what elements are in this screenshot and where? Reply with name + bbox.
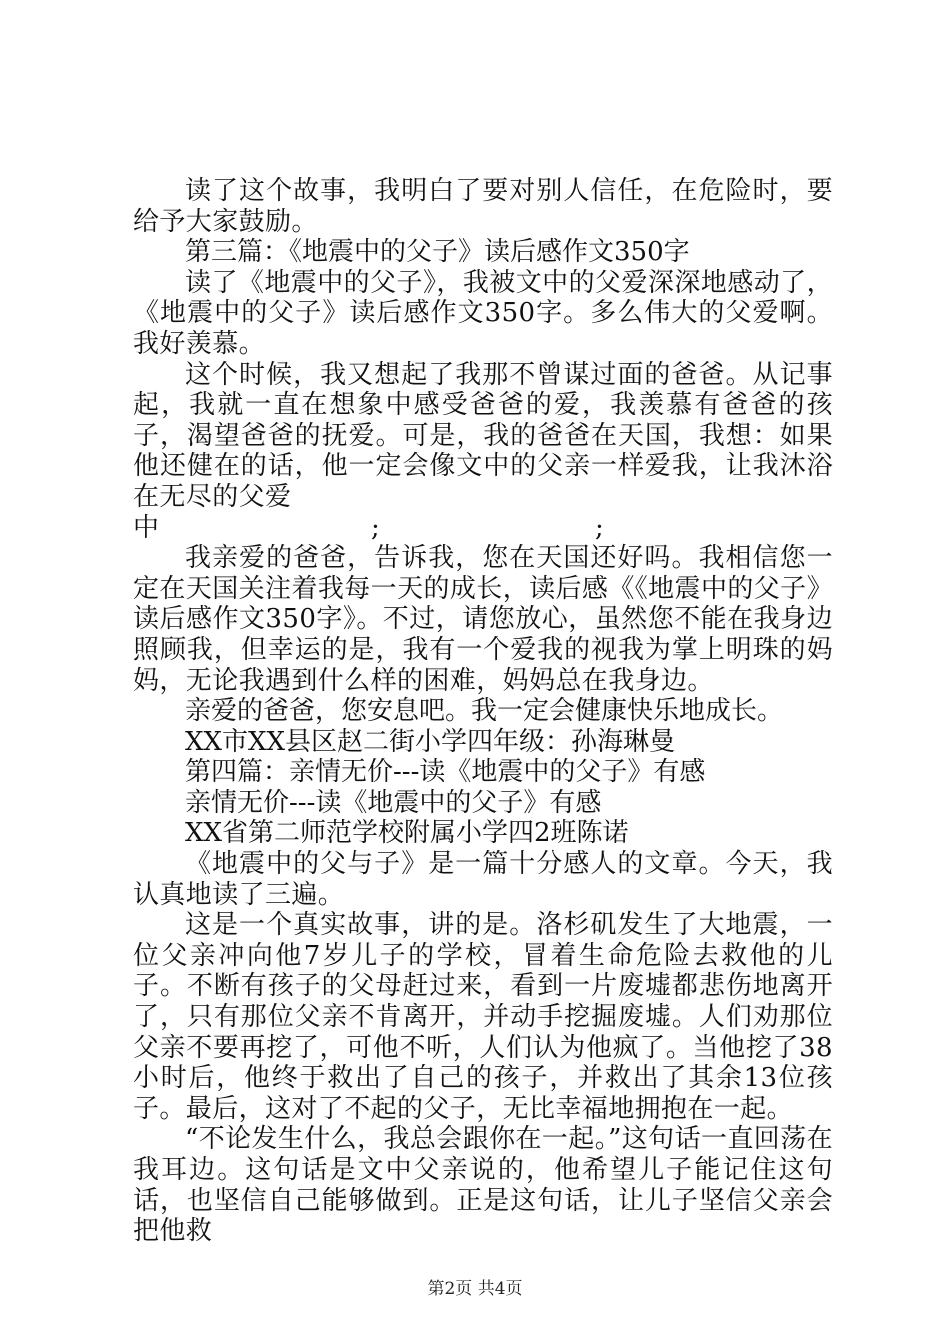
page-footer: 第2页 共4页 xyxy=(427,1279,523,1299)
paragraph: 我亲爱的爸爸，告诉我，您在天国还好吗。我相信您一定在天国关注着我每一天的成长，读后感《《地震中的父子》读后感作文350字》。不过，请您放心，虽然您不能在我身边照顾我，但幸运的是，我有一个爱我的视我为掌上明珠的妈妈，无论我遇到什么样的困难，妈妈总在我身边。 xyxy=(133,543,833,696)
author-line: XX省第二师范学校附属小学四2班陈诺 xyxy=(185,818,629,849)
section-heading: 第四篇：亲情无价---读《地震中的父子》有感 xyxy=(185,757,706,788)
paragraph: 这个时候，我又想起了我那不曾谋过面的爸爸。从记事起，我就一直在想象中感受爸爸的爱，我羡慕有爸爸的孩子，渴望爸爸的抚爱。可是，我的爸爸在天国，我想：如果他还健在的话，他一定会像文中的父亲一样爱我，让我沐浴在无尽的父爱 xyxy=(133,359,833,512)
paragraph-tail-punct: ; xyxy=(371,512,380,543)
section-heading: 第三篇：《地震中的父子》读后感作文350字 xyxy=(185,237,690,268)
paragraph: 《地震中的父与子》是一篇十分感人的文章。今天，我认真地读了三遍。 xyxy=(133,849,833,910)
author-line: XX市XX县区赵二街小学四年级：孙海琳曼 xyxy=(185,726,676,757)
paragraph: “不论发生什么，我总会跟你在一起。”这句话一直回荡在我耳边。这句话是文中父亲说的，他希望儿子能记住这句话，也坚信自己能够做到。正是这句话，让儿子坚信父亲会把他救 xyxy=(133,1124,833,1247)
article-title: 亲情无价---读《地震中的父子》有感 xyxy=(185,787,602,818)
paragraph: 亲爱的爸爸，您安息吧。我一定会健康快乐地成长。 xyxy=(185,696,784,727)
paragraph-tail-line xyxy=(133,513,833,544)
paragraph: 读了《地震中的父子》，我被文中的父爱深深地感动了，《地震中的父子》读后感作文350字。多么伟大的父爱啊。我好羡慕。 xyxy=(133,267,833,359)
paragraph-tail-punct: ; xyxy=(595,512,604,543)
document-body xyxy=(133,176,833,1247)
paragraph: 这是一个真实故事，讲的是。洛杉矶发生了大地震，一位父亲冲向他7岁儿子的学校，冒着生命危险去救他的儿子。不断有孩子的父母赶过来，看到一片废墟都悲伤地离开了，只有那位父亲不肯离开，并动手挖掘废墟。人们劝那位父亲不要再挖了，可他不听，人们认为他疯了。当他挖了38小时后，他终于救出了自己的孩子，并救出了其余13位孩子。最后，这对了不起的父子，无比幸福地拥抱在一起。 xyxy=(133,910,833,1124)
paragraph: 读了这个故事，我明白了要对别人信任，在危险时，要给予大家鼓励。 xyxy=(133,176,833,237)
paragraph-tail-text: 中 xyxy=(133,512,160,543)
